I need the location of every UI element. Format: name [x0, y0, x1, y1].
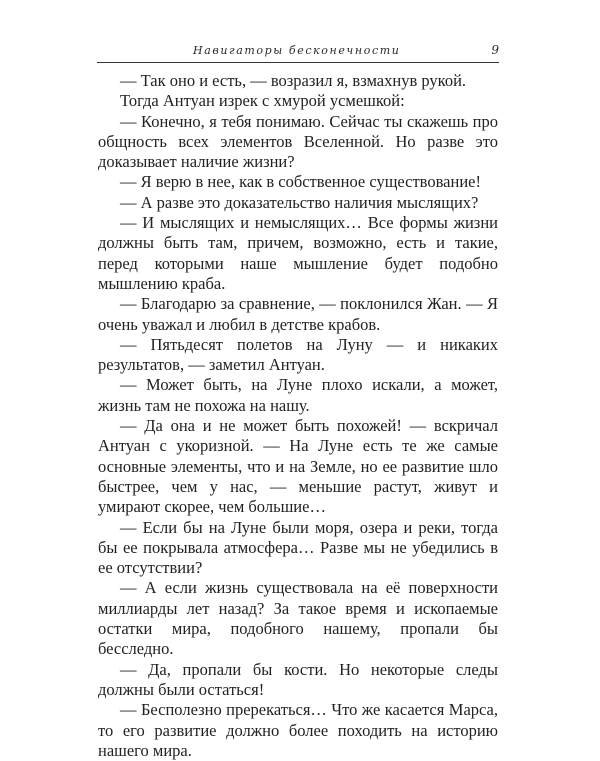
paragraph: — Бесполезно пререкаться… Что же касается Марса, то его развитие должно более походить на историю нашего мира.: [98, 700, 498, 760]
body-text: [98, 71, 498, 761]
paragraph: — Благодарю за сравнение, — поклонился Жан. — Я очень уважал и любил в детстве крабов.: [98, 294, 498, 334]
paragraph: — Конечно, я тебя понимаю. Сейчас ты скажешь про общность всех элементов Вселенной. Но разве это доказывает наличие жизни?: [98, 111, 498, 172]
running-title: Навигаторы бесконечности: [193, 44, 401, 57]
header-rule: [97, 62, 499, 63]
paragraph: — Пятьдесят полетов на Луну — и никаких результатов, — заметил Антуан.: [98, 334, 498, 375]
paragraph: — А разве это доказательство наличия мыслящих?: [120, 192, 479, 212]
paragraph: — Я верю в нее, как в собственное существование!: [120, 172, 481, 192]
page-number: 9: [491, 43, 499, 57]
paragraph: — Может быть, на Луне плохо искали, а может, жизнь там не похожа на нашу.: [98, 375, 498, 415]
paragraph: — Да, пропали бы кости. Но некоторые следы должны были остаться!: [98, 659, 498, 699]
paragraph: — И мыслящих и немыслящих… Все формы жизни должны быть там, причем, возможно, есть и такие, перед которыми наше мышление будет подобно мышлению краба.: [98, 213, 498, 293]
paragraph: Тогда Антуан изрек с хмурой усмешкой:: [120, 91, 405, 111]
paragraph: — Если бы на Луне были моря, озера и реки, тогда бы ее покрывала атмосфера… Разве мы не убедились в ее отсутствии?: [98, 517, 498, 578]
paragraph: — Так оно и есть, — возразил я, взмахнув рукой.: [120, 71, 467, 90]
running-head: [97, 40, 499, 60]
paragraph: — А если жизнь существовала на её поверхности миллиарды лет назад? За такое время и ископаемые остатки мира, подобного нашему, пропали бы бесследно.: [98, 578, 498, 659]
paragraph: — Да она и не может быть похожей! — вскричал Антуан с укоризной. — На Луне есть те же самые основные элементы, что и на Земле, но ее развитие шло быстрее, чем у нас, — меньшие растут, живут и умирают скорее, чем большие…: [98, 416, 498, 517]
